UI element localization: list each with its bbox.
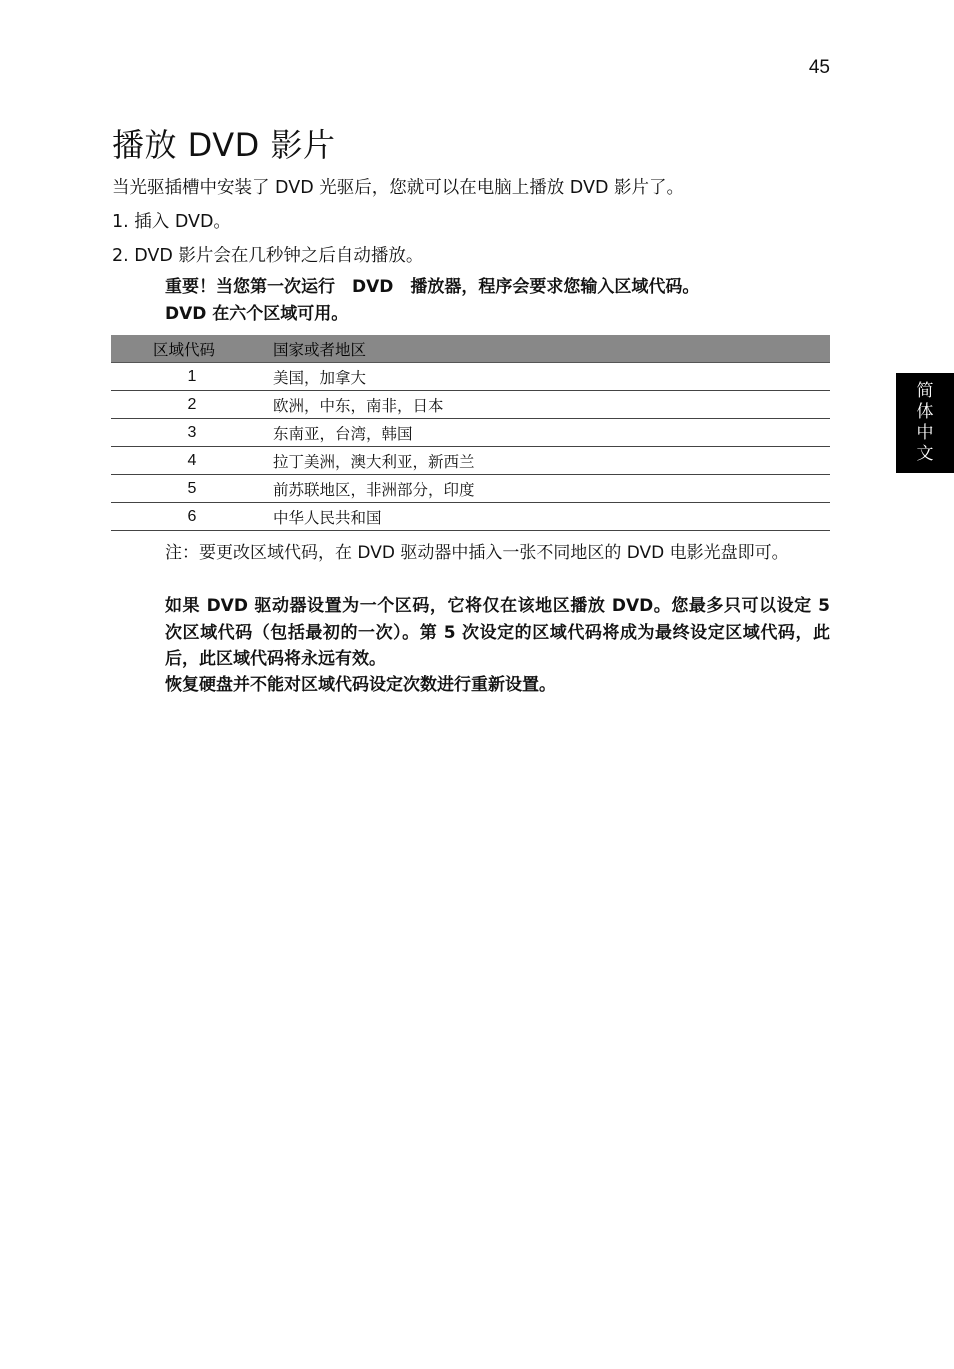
region-limit-warning: 如果 DVD 驱动器设置为一个区码，它将仅在该地区播放 DVD。您最多只可以设定 5 次区域代码（包括最初的一次）。第 5 次设定的区域代码将成为最终设定区域代码，此后，此区域代码将永远有效。 bbox=[165, 596, 830, 669]
intro-paragraph: 当光驱插槽中安装了 DVD 光驱后，您就可以在电脑上播放 DVD 影片了。 bbox=[112, 178, 684, 198]
important-line-1: 重要！当您第一次运行 DVD 播放器，程序会要求您输入区域代码。 bbox=[165, 277, 700, 297]
region-code-cell: 5 bbox=[111, 475, 273, 503]
page-number: 45 bbox=[808, 57, 830, 78]
region-code-cell: 6 bbox=[111, 503, 273, 531]
header-region-code: 区域代码 bbox=[111, 335, 273, 363]
step-1: 1. 插入 DVD。 bbox=[112, 212, 231, 232]
region-code-cell: 3 bbox=[111, 419, 273, 447]
country-cell: 美国，加拿大 bbox=[273, 363, 830, 391]
important-note bbox=[165, 274, 830, 327]
table-row bbox=[111, 391, 830, 419]
important-line-2: DVD 在六个区域可用。 bbox=[165, 303, 349, 324]
page-title: 播放 DVD 影片 bbox=[112, 126, 336, 164]
language-tab-char: 文 bbox=[916, 444, 934, 464]
header-country-region: 国家或者地区 bbox=[273, 335, 830, 363]
table-header-row bbox=[111, 335, 830, 363]
language-tab-char: 简 bbox=[916, 381, 934, 401]
language-tab-char: 中 bbox=[916, 423, 934, 443]
table-row bbox=[111, 447, 830, 475]
reset-note: 恢复硬盘并不能对区域代码设定次数进行重新设置。 bbox=[165, 675, 556, 695]
table-row bbox=[111, 419, 830, 447]
table-row bbox=[111, 363, 830, 391]
country-cell: 东南亚，台湾，韩国 bbox=[273, 419, 830, 447]
language-tab bbox=[896, 373, 954, 473]
change-region-note: 注：要更改区域代码，在 DVD 驱动器中插入一张不同地区的 DVD 电影光盘即可。 bbox=[165, 543, 789, 563]
region-code-cell: 1 bbox=[111, 363, 273, 391]
table-row bbox=[111, 475, 830, 503]
region-code-table bbox=[111, 335, 830, 531]
country-cell: 欧洲，中东，南非，日本 bbox=[273, 391, 830, 419]
region-code-cell: 4 bbox=[111, 447, 273, 475]
region-code-cell: 2 bbox=[111, 391, 273, 419]
country-cell: 中华人民共和国 bbox=[273, 503, 830, 531]
language-tab-char: 体 bbox=[916, 402, 934, 422]
table-row bbox=[111, 503, 830, 531]
step-2: 2. DVD 影片会在几秒钟之后自动播放。 bbox=[112, 246, 424, 266]
country-cell: 前苏联地区，非洲部分，印度 bbox=[273, 475, 830, 503]
country-cell: 拉丁美洲，澳大利亚，新西兰 bbox=[273, 447, 830, 475]
